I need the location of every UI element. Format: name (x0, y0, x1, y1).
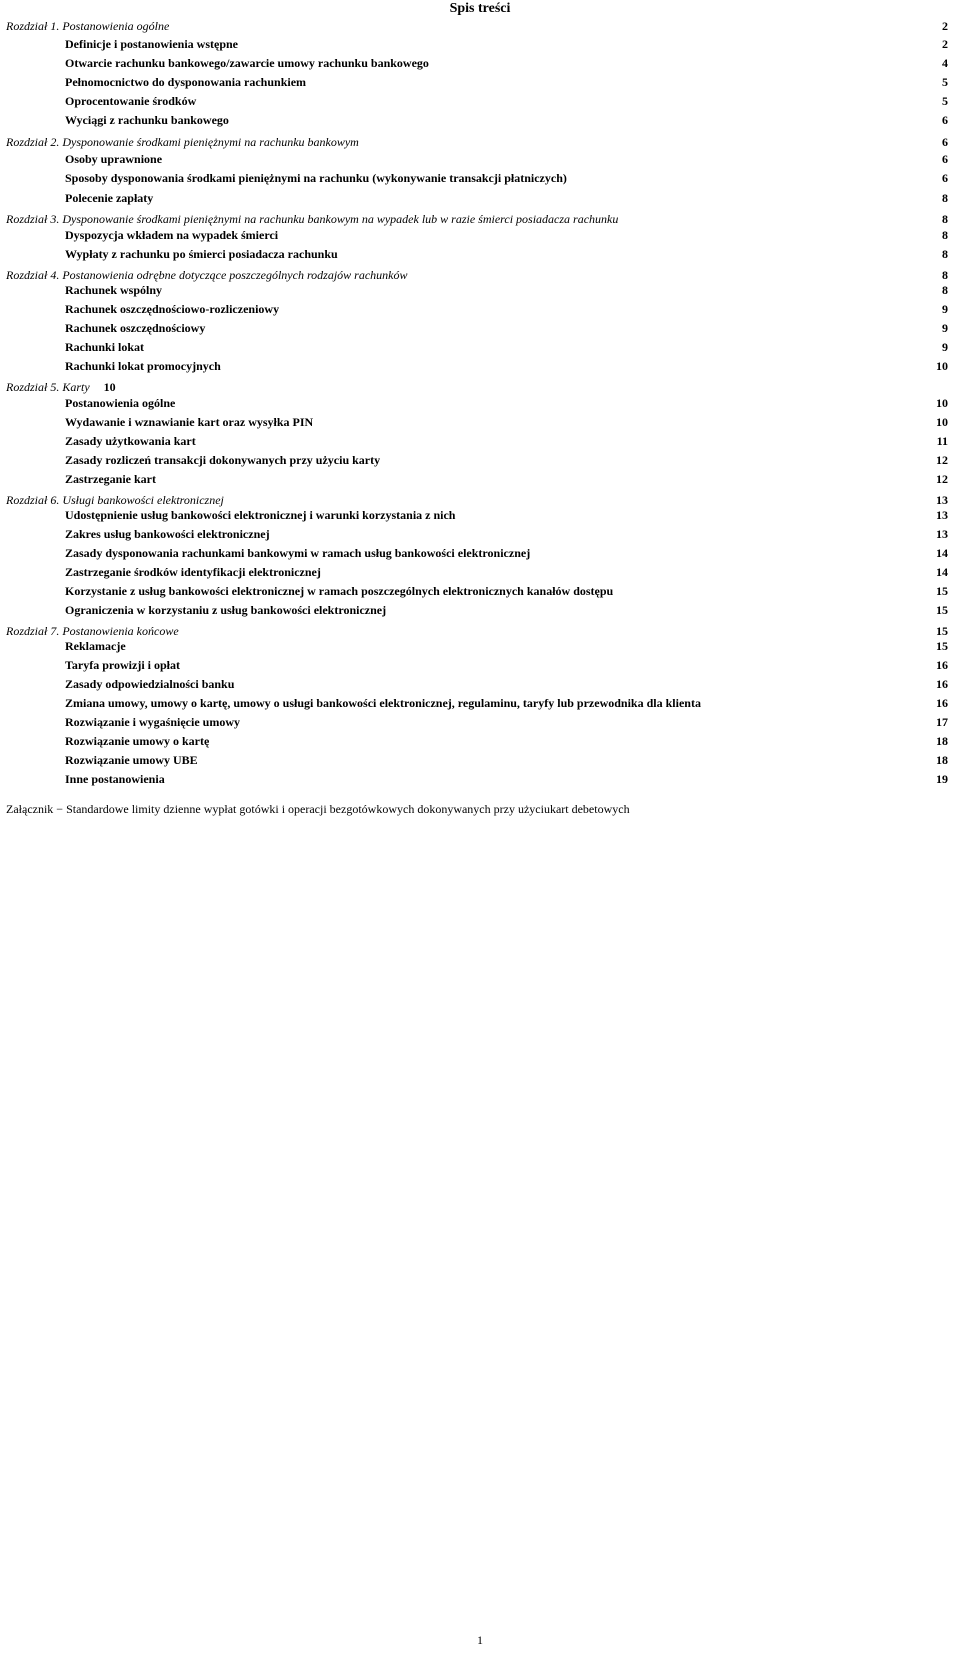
entry-page-number: 2 (942, 37, 948, 51)
entry-label: Rachunek oszczędnościowo-rozliczeniowy (65, 302, 280, 316)
toc-entry[interactable] (65, 638, 948, 654)
toc-entry[interactable] (65, 112, 948, 128)
entry-label: Zmiana umowy, umowy o kartę, umowy o usługi bankowości elektronicznej, regulaminu, taryfy lub przewodnika dla klienta (65, 696, 701, 710)
toc-entry[interactable] (65, 657, 948, 673)
toc-entry[interactable] (65, 414, 948, 430)
entry-label: Pełnomocnictwo do dysponowania rachunkiem (65, 75, 307, 89)
toc-chapter-4[interactable] (6, 267, 948, 283)
toc-entry[interactable] (65, 246, 948, 262)
toc-chapter-5[interactable] (6, 379, 948, 395)
entry-label: Taryfa prowizji i opłat (65, 658, 181, 672)
entry-page-number: 4 (942, 56, 948, 70)
toc-entry[interactable] (65, 282, 948, 298)
entry-label: Wypłaty z rachunku po śmierci posiadacza rachunku (65, 247, 338, 261)
entry-page-number: 12 (936, 472, 948, 486)
chapter-page-number: 6 (942, 135, 948, 149)
toc-chapter-6[interactable] (6, 492, 948, 508)
entry-page-number: 5 (942, 75, 948, 89)
entry-page-number: 9 (942, 302, 948, 316)
toc-chapter-1[interactable] (6, 18, 948, 34)
entry-page-number: 13 (936, 508, 948, 522)
toc-entry[interactable] (65, 55, 948, 71)
footer-page-number: 1 (477, 1633, 483, 1647)
entry-label: Postanowienia ogólne (65, 396, 176, 410)
toc-entry[interactable] (65, 339, 948, 355)
toc-entry[interactable] (65, 714, 948, 730)
entry-label: Sposoby dysponowania środkami pieniężnymi na rachunku (wykonywanie transakcji płatniczych) (65, 171, 567, 185)
entry-label: Zakres usług bankowości elektronicznej (65, 527, 270, 541)
entry-page-number: 8 (942, 191, 948, 205)
entry-label: Rachunki lokat promocyjnych (65, 359, 221, 373)
attachment-entry[interactable]: Załącznik − Standardowe limity dzienne wypłat gotówki i operacji bezgotówkowych dokonywanych przy użyciukart debetowych (6, 802, 630, 816)
toc-entry[interactable] (65, 583, 948, 599)
toc-entry[interactable] (65, 771, 948, 787)
toc-entry[interactable] (65, 676, 948, 692)
toc-entry[interactable] (65, 395, 948, 411)
entry-label: Rachunek wspólny (65, 283, 163, 297)
toc-chapter-2[interactable] (6, 134, 948, 150)
entry-label: Reklamacje (65, 639, 126, 653)
entry-label: Rozwiązanie umowy UBE (65, 753, 198, 767)
chapter-page-number: 10 (103, 380, 116, 394)
chapter-page-number: 13 (936, 493, 948, 507)
entry-page-number: 11 (936, 434, 948, 448)
chapter-label: Rozdział 1. Postanowienia ogólne (6, 19, 170, 33)
entry-label: Zastrzeganie środków identyfikacji elektronicznej (65, 565, 321, 579)
chapter-page-number: 2 (942, 19, 948, 33)
entry-label: Ograniczenia w korzystaniu z usług bankowości elektronicznej (65, 603, 387, 617)
entry-label: Korzystanie z usług bankowości elektronicznej w ramach poszczególnych elektronicznych kanałów dostępu (65, 584, 614, 598)
entry-label: Zasady dysponowania rachunkami bankowymi w ramach usług bankowości elektronicznej (65, 546, 531, 560)
toc-entry[interactable] (65, 733, 948, 749)
toc-entry[interactable] (65, 452, 948, 468)
entry-page-number: 8 (942, 228, 948, 242)
entry-label: Dyspozycja wkładem na wypadek śmierci (65, 228, 279, 242)
entry-label: Zasady odpowiedzialności banku (65, 677, 235, 691)
chapter-page-number: 15 (936, 624, 948, 638)
entry-page-number: 6 (942, 171, 948, 185)
toc-entry[interactable] (65, 36, 948, 52)
chapter-label: Rozdział 4. Postanowienia odrębne dotyczące poszczególnych rodzajów rachunków (6, 268, 408, 282)
toc-entry[interactable] (65, 301, 948, 317)
entry-label: Zasady rozliczeń transakcji dokonywanych przy użyciu karty (65, 453, 381, 467)
entry-page-number: 9 (942, 321, 948, 335)
toc-entry[interactable] (65, 695, 948, 711)
entry-page-number: 8 (942, 283, 948, 297)
entry-page-number: 15 (936, 584, 948, 598)
chapter-label (6, 379, 116, 395)
chapter-label: Rozdział 3. Dysponowanie środkami pieniężnymi na rachunku bankowym na wypadek lub w razie śmierci posiadacza rachunku (6, 212, 619, 226)
toc-entry[interactable] (65, 433, 948, 449)
entry-page-number: 14 (936, 546, 948, 560)
toc-entry[interactable] (65, 358, 948, 374)
toc-entry[interactable] (65, 170, 948, 186)
chapter-title: Rozdział 5. Karty (6, 380, 90, 394)
entry-page-number: 10 (936, 359, 948, 373)
entry-page-number: 17 (936, 715, 948, 729)
entry-label: Rachunek oszczędnościowy (65, 321, 206, 335)
toc-entry[interactable] (65, 602, 948, 618)
chapter-label: Rozdział 2. Dysponowanie środkami pieniężnymi na rachunku bankowym (6, 135, 359, 149)
entry-label: Zastrzeganie kart (65, 472, 156, 486)
entry-label: Zasady użytkowania kart (65, 434, 196, 448)
entry-page-number: 6 (942, 113, 948, 127)
entry-page-number: 5 (942, 94, 948, 108)
entry-page-number: 8 (942, 247, 948, 261)
toc-entry[interactable] (65, 507, 948, 523)
entry-label: Osoby uprawnione (65, 152, 163, 166)
entry-page-number: 18 (936, 734, 948, 748)
entry-page-number: 16 (936, 696, 948, 710)
entry-page-number: 10 (936, 415, 948, 429)
toc-entry[interactable] (65, 545, 948, 561)
toc-entry[interactable] (65, 471, 948, 487)
toc-entry[interactable] (65, 227, 948, 243)
entry-label: Wydawanie i wznawianie kart oraz wysyłka PIN (65, 415, 314, 429)
entry-page-number: 13 (936, 527, 948, 541)
entry-label: Otwarcie rachunku bankowego/zawarcie umowy rachunku bankowego (65, 56, 429, 70)
toc-entry[interactable] (65, 151, 948, 167)
entry-label: Wyciągi z rachunku bankowego (65, 113, 229, 127)
entry-page-number: 6 (942, 152, 948, 166)
entry-label: Inne postanowienia (65, 772, 165, 786)
toc-entry[interactable] (65, 564, 948, 580)
toc-entry[interactable] (65, 190, 948, 206)
entry-label: Oprocentowanie środków (65, 94, 197, 108)
entry-label: Definicje i postanowienia wstępne (65, 37, 238, 51)
chapter-label: Rozdział 6. Usługi bankowości elektronicznej (6, 493, 224, 507)
entry-page-number: 18 (936, 753, 948, 767)
chapter-page-number: 8 (942, 268, 948, 282)
entry-page-number: 9 (942, 340, 948, 354)
toc-entry[interactable] (65, 74, 948, 90)
chapter-page-number: 8 (942, 212, 948, 226)
entry-label: Rozwiązanie i wygaśnięcie umowy (65, 715, 240, 729)
document-title: Spis treści (449, 1, 511, 16)
chapter-label: Rozdział 7. Postanowienia końcowe (6, 624, 179, 638)
entry-page-number: 16 (936, 658, 948, 672)
entry-label: Rachunki lokat (65, 340, 145, 354)
entry-page-number: 12 (936, 453, 948, 467)
toc-entry[interactable] (65, 526, 948, 542)
entry-page-number: 15 (936, 639, 948, 653)
entry-page-number: 16 (936, 677, 948, 691)
entry-page-number: 19 (936, 772, 948, 786)
toc-entry[interactable] (65, 752, 948, 768)
toc-entry[interactable] (65, 320, 948, 336)
entry-label: Udostępnienie usług bankowości elektronicznej i warunki korzystania z nich (65, 508, 456, 522)
entry-page-number: 10 (936, 396, 948, 410)
entry-page-number: 15 (936, 603, 948, 617)
toc-chapter-3[interactable] (6, 211, 948, 227)
entry-label: Rozwiązanie umowy o kartę (65, 734, 210, 748)
toc-entry[interactable] (65, 93, 948, 109)
entry-label: Polecenie zapłaty (65, 191, 154, 205)
toc-chapter-7[interactable] (6, 623, 948, 639)
entry-page-number: 14 (936, 565, 948, 579)
